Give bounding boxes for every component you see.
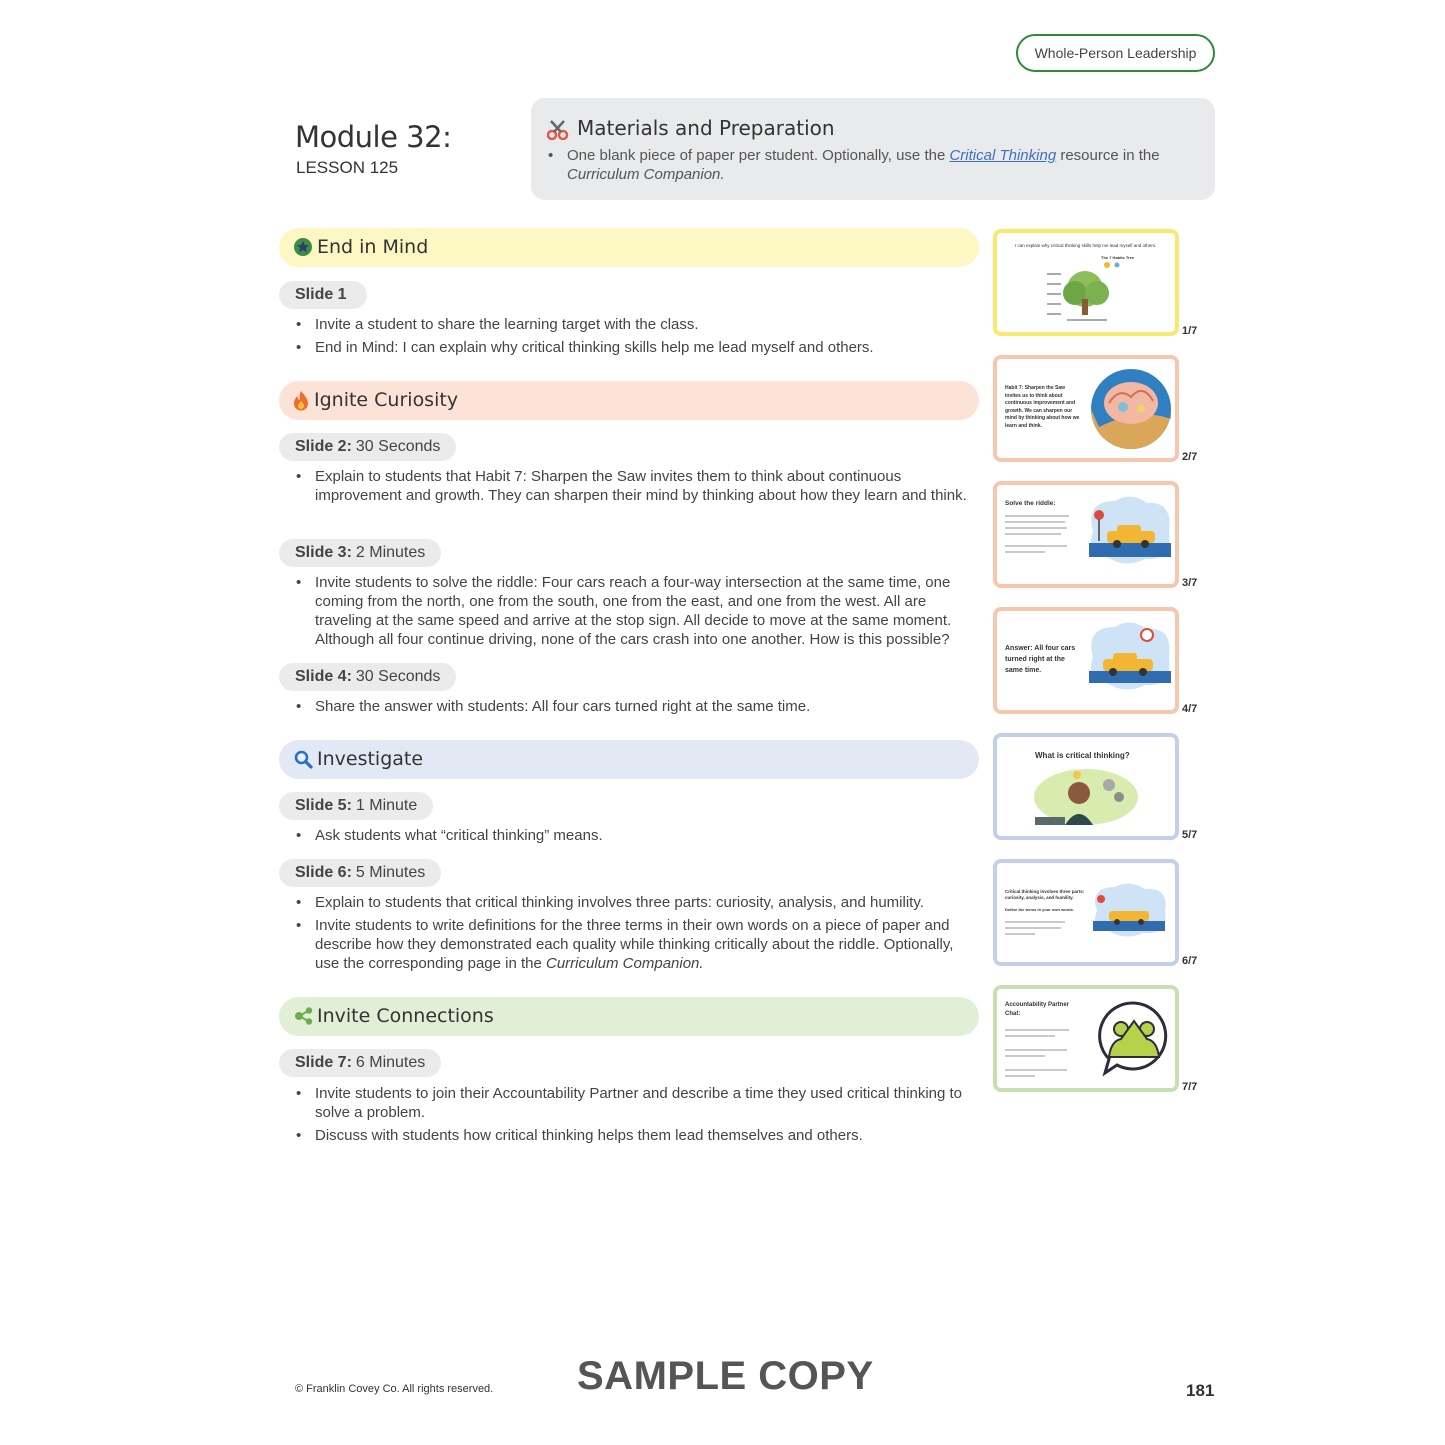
flame-icon xyxy=(293,390,309,411)
slide-4-bullets xyxy=(315,697,980,720)
section-title: Investigate xyxy=(317,748,424,770)
list-item: • Share the answer with students: All four cars turned right at the same time. xyxy=(315,697,980,716)
list-item: • Explain to students that critical thinking involves three parts: curiosity, analysis, and humility. xyxy=(315,893,980,912)
list-item: • Discuss with students how critical thinking helps them lead themselves and others. xyxy=(315,1126,980,1145)
slide-1-pill: Slide 1 xyxy=(279,281,367,309)
materials-box xyxy=(531,98,1215,200)
section-title: Invite Connections xyxy=(317,1005,494,1027)
section-title: Ignite Curiosity xyxy=(314,389,459,411)
list-item: • Explain to students that Habit 7: Sharpen the Saw invites them to think about continuous improvement and growth. They can sharpen their mind by thinking about how they learn and think. xyxy=(315,467,980,505)
share-nodes-icon xyxy=(294,1007,314,1025)
section-end-in-mind xyxy=(279,228,979,267)
slide-5-bullets xyxy=(315,826,980,849)
partners-high-five-icon xyxy=(1097,999,1171,1077)
section-ignite-curiosity xyxy=(279,381,979,420)
slide-thumbnail-5[interactable]: What is critical thinking? xyxy=(993,733,1179,840)
section-investigate xyxy=(279,740,979,779)
slide-number: 3/7 xyxy=(1182,577,1198,589)
slide-thumbnail-6[interactable]: Critical thinking involves three parts: curiosity, analysis, and humility. Define the terms in your own words. xyxy=(993,859,1179,966)
list-item: • Invite students to solve the riddle: Four cars reach a four-way intersection at the same time, one coming from the north, one from the south, one from the east, and one from the west. All are traveling at the same speed and arrive at the stop sign. All decide to move at the same moment. Although all four continue driving, none of the cars crash into one another. How is this possible? xyxy=(315,573,980,649)
car-illustration xyxy=(1085,491,1175,571)
slide-number: 2/7 xyxy=(1182,451,1198,463)
brain-illustration xyxy=(1089,367,1173,451)
slide-7-bullets xyxy=(315,1084,980,1149)
slide-1-bullets xyxy=(315,315,980,361)
slide-6-pill: Slide 6: 5 Minutes xyxy=(279,859,441,887)
slide-3-bullets xyxy=(315,573,980,653)
slide-7-pill: Slide 7: 6 Minutes xyxy=(279,1049,441,1077)
slide-number: 1/7 xyxy=(1182,325,1198,337)
slide-6-bullets xyxy=(315,893,980,977)
slide-thumbnail-3[interactable]: Solve the riddle: xyxy=(993,481,1179,588)
list-item: • Invite students to write definitions for the three terms in their own words on a piece of paper and describe how they demonstrated each quality while thinking critically about the riddle. Optionally, use the corresponding page in the Curriculum Companion. xyxy=(315,916,980,973)
materials-title: Materials and Preparation xyxy=(577,116,835,140)
slide-4-pill: Slide 4: 30 Seconds xyxy=(279,663,456,691)
slide-2-pill: Slide 2: 30 Seconds xyxy=(279,433,456,461)
program-tag: Whole-Person Leadership xyxy=(1016,34,1215,72)
sample-copy-watermark: SAMPLE COPY xyxy=(577,1354,874,1398)
materials-text: • One blank piece of paper per student. Optionally, use the Critical Thinking resource in the Curriculum Companion. xyxy=(548,147,1160,183)
page-number: 181 xyxy=(1186,1381,1215,1400)
tree-illustration xyxy=(1037,259,1137,329)
list-item: • Invite students to join their Accountability Partner and describe a time they used critical thinking to solve a problem. xyxy=(315,1084,980,1122)
lesson-number: LESSON 125 xyxy=(296,158,399,177)
slide-3-pill: Slide 3: 2 Minutes xyxy=(279,539,441,567)
slide-number: 5/7 xyxy=(1182,829,1198,841)
critical-thinking-link[interactable]: Critical Thinking xyxy=(949,147,1057,164)
scissors-icon xyxy=(547,120,569,140)
slide-thumbnail-1[interactable]: I can explain why critical thinking skills help me lead myself and others. The 7 Habits Tree xyxy=(993,229,1179,336)
list-item: • Ask students what “critical thinking” means. xyxy=(315,826,980,845)
star-badge-icon xyxy=(294,238,312,256)
section-title: End in Mind xyxy=(317,236,429,258)
slide-number: 6/7 xyxy=(1182,955,1198,967)
slide-thumbnail-2[interactable]: Habit 7: Sharpen the Saw invites us to think about continuous improvement and growth. We can sharpen our mind by thinking about how we learn and think. xyxy=(993,355,1179,462)
slide-thumbnail-7[interactable]: Accountability Partner Chat: xyxy=(993,985,1179,1092)
section-invite-connections xyxy=(279,997,979,1036)
slide-number: 4/7 xyxy=(1182,703,1198,715)
slide-2-bullets xyxy=(315,467,980,509)
slide-thumbnail-4[interactable]: Answer: All four cars turned right at the same time. xyxy=(993,607,1179,714)
thinking-person-illustration xyxy=(1031,763,1141,829)
car-illustration xyxy=(1089,879,1169,941)
list-item: • Invite a student to share the learning target with the class. xyxy=(315,315,980,334)
slide-number: 7/7 xyxy=(1182,1081,1198,1093)
slide-5-pill: Slide 5: 1 Minute xyxy=(279,792,433,820)
list-item: • End in Mind: I can explain why critical thinking skills help me lead myself and others. xyxy=(315,338,980,357)
module-title: Module 32: xyxy=(295,120,452,154)
magnifier-icon xyxy=(294,750,313,769)
car-illustration xyxy=(1085,617,1175,697)
copyright: © Franklin Covey Co. All rights reserved. xyxy=(295,1383,494,1395)
